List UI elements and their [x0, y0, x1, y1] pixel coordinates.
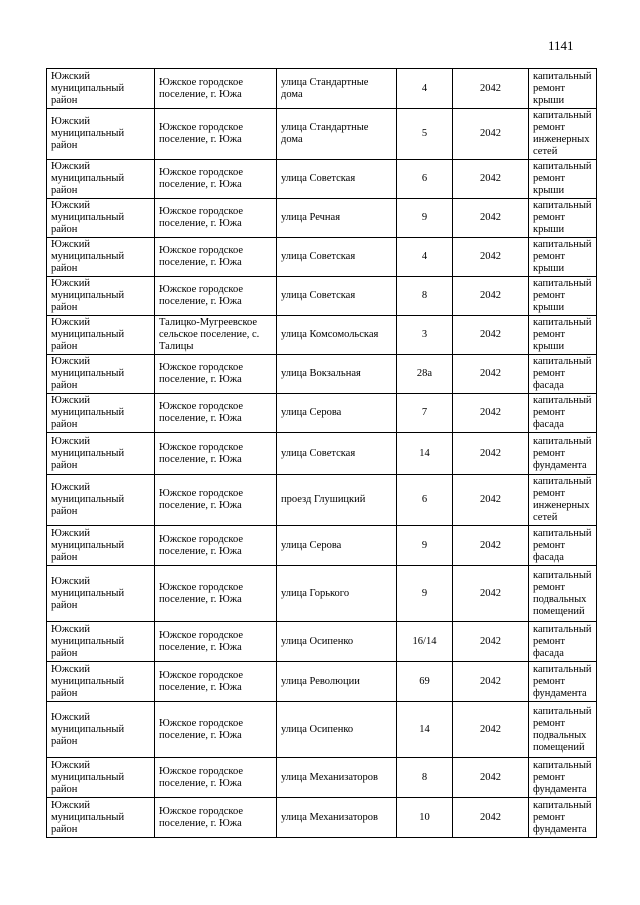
work-type-cell: капитальный ремонт фундамента: [529, 798, 597, 838]
district-cell: Южский муниципальный район: [47, 394, 155, 433]
year-cell: 2042: [453, 69, 529, 109]
house-number-cell: 4: [397, 238, 453, 277]
settlement-cell: Южское городское поселение, г. Южа: [155, 109, 277, 160]
house-number-cell: 16/14: [397, 622, 453, 662]
year-cell: 2042: [453, 702, 529, 758]
street-cell: улица Вокзальная: [277, 355, 397, 394]
work-type-cell: капитальный ремонт крыши: [529, 160, 597, 199]
settlement-cell: Южское городское поселение, г. Южа: [155, 475, 277, 526]
street-cell: улица Стандартные дома: [277, 109, 397, 160]
year-cell: 2042: [453, 662, 529, 702]
street-cell: улица Революции: [277, 662, 397, 702]
house-number-cell: 6: [397, 475, 453, 526]
house-number-cell: 8: [397, 758, 453, 798]
district-cell: Южский муниципальный район: [47, 316, 155, 355]
settlement-cell: Южское городское поселение, г. Южа: [155, 433, 277, 475]
work-type-cell: капитальный ремонт фасада: [529, 394, 597, 433]
work-type-cell: капитальный ремонт крыши: [529, 316, 597, 355]
street-cell: улица Осипенко: [277, 622, 397, 662]
repair-schedule-table: [46, 68, 597, 838]
street-cell: улица Комсомольская: [277, 316, 397, 355]
house-number-cell: 28а: [397, 355, 453, 394]
work-type-cell: капитальный ремонт фасада: [529, 526, 597, 566]
table-row: [47, 475, 597, 526]
table-row: [47, 238, 597, 277]
table-row: [47, 798, 597, 838]
house-number-cell: 14: [397, 433, 453, 475]
year-cell: 2042: [453, 566, 529, 622]
house-number-cell: 9: [397, 526, 453, 566]
street-cell: улица Осипенко: [277, 702, 397, 758]
street-cell: проезд Глушицкий: [277, 475, 397, 526]
street-cell: улица Стандартные дома: [277, 69, 397, 109]
work-type-cell: капитальный ремонт инженерных сетей: [529, 109, 597, 160]
table-body: [47, 69, 597, 838]
settlement-cell: Южское городское поселение, г. Южа: [155, 526, 277, 566]
street-cell: улица Советская: [277, 160, 397, 199]
settlement-cell: Южское городское поселение, г. Южа: [155, 277, 277, 316]
year-cell: 2042: [453, 238, 529, 277]
work-type-cell: капитальный ремонт фасада: [529, 622, 597, 662]
work-type-cell: капитальный ремонт фундамента: [529, 433, 597, 475]
year-cell: 2042: [453, 109, 529, 160]
table-row: [47, 199, 597, 238]
house-number-cell: 69: [397, 662, 453, 702]
page-number: 1141: [548, 38, 574, 53]
district-cell: Южский муниципальный район: [47, 566, 155, 622]
year-cell: 2042: [453, 316, 529, 355]
table-row: [47, 758, 597, 798]
year-cell: 2042: [453, 277, 529, 316]
street-cell: улица Советская: [277, 433, 397, 475]
year-cell: 2042: [453, 199, 529, 238]
settlement-cell: Южское городское поселение, г. Южа: [155, 160, 277, 199]
table-row: [47, 69, 597, 109]
district-cell: Южский муниципальный район: [47, 355, 155, 394]
settlement-cell: Южское городское поселение, г. Южа: [155, 394, 277, 433]
work-type-cell: капитальный ремонт подвальных помещений: [529, 566, 597, 622]
house-number-cell: 4: [397, 69, 453, 109]
settlement-cell: Южское городское поселение, г. Южа: [155, 622, 277, 662]
work-type-cell: капитальный ремонт крыши: [529, 238, 597, 277]
settlement-cell: Южское городское поселение, г. Южа: [155, 199, 277, 238]
house-number-cell: 5: [397, 109, 453, 160]
work-type-cell: капитальный ремонт крыши: [529, 277, 597, 316]
year-cell: 2042: [453, 526, 529, 566]
table-row: [47, 109, 597, 160]
year-cell: 2042: [453, 394, 529, 433]
year-cell: 2042: [453, 355, 529, 394]
year-cell: 2042: [453, 475, 529, 526]
house-number-cell: 7: [397, 394, 453, 433]
street-cell: улица Советская: [277, 238, 397, 277]
house-number-cell: 6: [397, 160, 453, 199]
street-cell: улица Речная: [277, 199, 397, 238]
house-number-cell: 10: [397, 798, 453, 838]
settlement-cell: Южское городское поселение, г. Южа: [155, 662, 277, 702]
district-cell: Южский муниципальный район: [47, 758, 155, 798]
table-row: [47, 355, 597, 394]
district-cell: Южский муниципальный район: [47, 109, 155, 160]
table-row: [47, 160, 597, 199]
year-cell: 2042: [453, 622, 529, 662]
settlement-cell: Южское городское поселение, г. Южа: [155, 566, 277, 622]
district-cell: Южский муниципальный район: [47, 526, 155, 566]
house-number-cell: 8: [397, 277, 453, 316]
district-cell: Южский муниципальный район: [47, 662, 155, 702]
year-cell: 2042: [453, 758, 529, 798]
work-type-cell: капитальный ремонт фундамента: [529, 758, 597, 798]
work-type-cell: капитальный ремонт крыши: [529, 199, 597, 238]
settlement-cell: Южское городское поселение, г. Южа: [155, 758, 277, 798]
street-cell: улица Механизаторов: [277, 758, 397, 798]
district-cell: Южский муниципальный район: [47, 433, 155, 475]
work-type-cell: капитальный ремонт инженерных сетей: [529, 475, 597, 526]
work-type-cell: капитальный ремонт подвальных помещений: [529, 702, 597, 758]
table-row: [47, 394, 597, 433]
house-number-cell: 3: [397, 316, 453, 355]
district-cell: Южский муниципальный район: [47, 798, 155, 838]
year-cell: 2042: [453, 433, 529, 475]
district-cell: Южский муниципальный район: [47, 475, 155, 526]
table-row: [47, 277, 597, 316]
settlement-cell: Южское городское поселение, г. Южа: [155, 355, 277, 394]
table-row: [47, 526, 597, 566]
work-type-cell: капитальный ремонт фасада: [529, 355, 597, 394]
table-row: [47, 662, 597, 702]
work-type-cell: капитальный ремонт крыши: [529, 69, 597, 109]
district-cell: Южский муниципальный район: [47, 622, 155, 662]
district-cell: Южский муниципальный район: [47, 199, 155, 238]
settlement-cell: Южское городское поселение, г. Южа: [155, 238, 277, 277]
street-cell: улица Серова: [277, 394, 397, 433]
street-cell: улица Советская: [277, 277, 397, 316]
table-row: [47, 316, 597, 355]
house-number-cell: 9: [397, 199, 453, 238]
district-cell: Южский муниципальный район: [47, 702, 155, 758]
street-cell: улица Механизаторов: [277, 798, 397, 838]
work-type-cell: капитальный ремонт фундамента: [529, 662, 597, 702]
street-cell: улица Горького: [277, 566, 397, 622]
settlement-cell: Южское городское поселение, г. Южа: [155, 702, 277, 758]
table-row: [47, 622, 597, 662]
settlement-cell: Южское городское поселение, г. Южа: [155, 798, 277, 838]
year-cell: 2042: [453, 798, 529, 838]
table-row: [47, 566, 597, 622]
year-cell: 2042: [453, 160, 529, 199]
settlement-cell: Талицко-Мугреевское сельское поселение, с. Талицы: [155, 316, 277, 355]
table-row: [47, 702, 597, 758]
house-number-cell: 14: [397, 702, 453, 758]
table-row: [47, 433, 597, 475]
district-cell: Южский муниципальный район: [47, 238, 155, 277]
district-cell: Южский муниципальный район: [47, 69, 155, 109]
settlement-cell: Южское городское поселение, г. Южа: [155, 69, 277, 109]
district-cell: Южский муниципальный район: [47, 277, 155, 316]
house-number-cell: 9: [397, 566, 453, 622]
street-cell: улица Серова: [277, 526, 397, 566]
district-cell: Южский муниципальный район: [47, 160, 155, 199]
